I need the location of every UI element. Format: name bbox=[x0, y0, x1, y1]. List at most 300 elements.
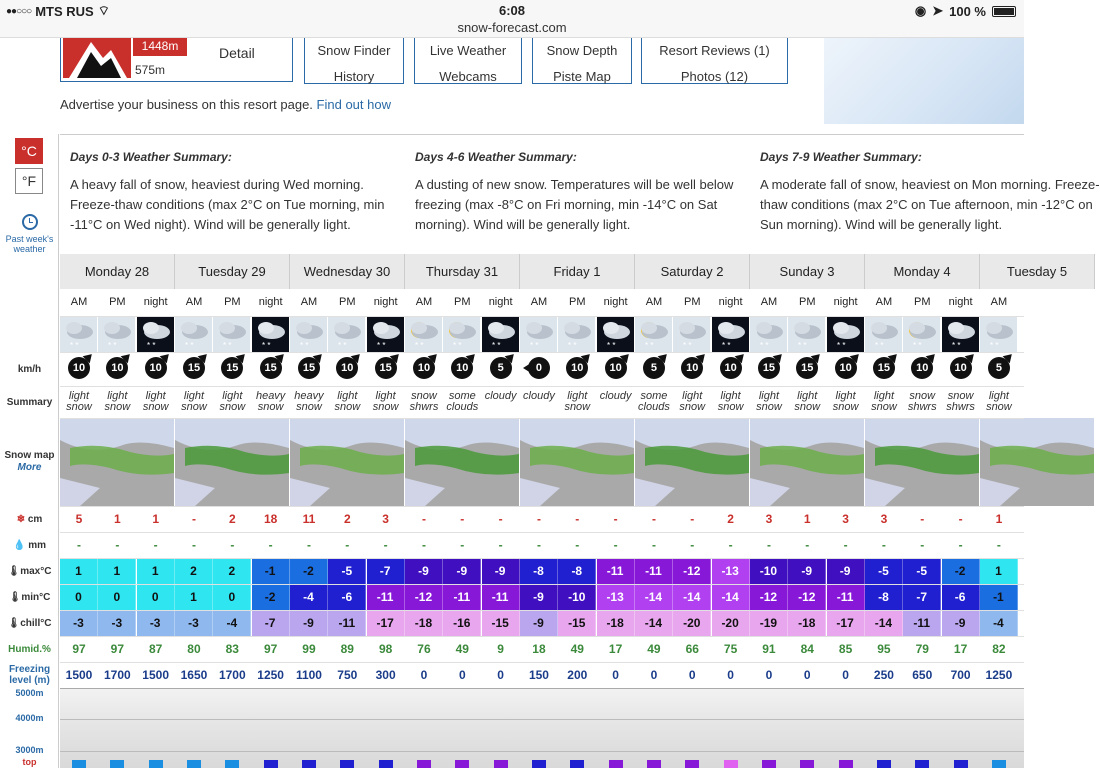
summary-label: Summary bbox=[6, 397, 53, 408]
summary-cell: cloudy bbox=[599, 390, 632, 402]
graph-bar bbox=[724, 760, 738, 768]
clock-icon bbox=[22, 214, 38, 230]
summary-cell: light snow bbox=[717, 390, 744, 413]
min-label-row bbox=[0, 592, 59, 603]
day-header[interactable]: Friday 1 bbox=[520, 254, 635, 289]
snow-finder-link[interactable]: Snow Finder bbox=[317, 43, 391, 58]
svg-text:* *: * * bbox=[338, 341, 347, 350]
graph-bar bbox=[110, 760, 124, 768]
chill-cell: -18 bbox=[405, 610, 443, 636]
graph-bar bbox=[149, 760, 163, 768]
freezing-level-graph bbox=[60, 688, 1024, 768]
weather-icon bbox=[252, 316, 290, 352]
graph-bar bbox=[264, 760, 278, 768]
chill-cell: -15 bbox=[482, 610, 520, 636]
chill-cell: -14 bbox=[635, 610, 673, 636]
wind-cell bbox=[213, 352, 251, 386]
humidity-cell: 49 bbox=[455, 642, 469, 656]
min-temp-cell: -14 bbox=[635, 584, 673, 610]
wind-cell bbox=[252, 352, 290, 386]
weather-icon bbox=[290, 316, 328, 352]
freezing-level-cell: 1500 bbox=[65, 668, 93, 682]
status-bar bbox=[0, 0, 1024, 20]
period-label: PM bbox=[673, 289, 711, 316]
period-label: night bbox=[597, 289, 635, 316]
max-temp-cell: -8 bbox=[520, 558, 558, 584]
wind-cell bbox=[903, 352, 941, 386]
max-temp-cell: 1 bbox=[137, 558, 175, 584]
freezing-level-cell: 0 bbox=[458, 668, 466, 682]
wind-cell bbox=[328, 352, 366, 386]
min-temp-cell: -12 bbox=[750, 584, 788, 610]
snow-finder-history-button[interactable] bbox=[304, 38, 404, 84]
freezing-level-cell: 0 bbox=[842, 668, 849, 682]
chill-cell: -9 bbox=[942, 610, 980, 636]
humidity-cell: 17 bbox=[953, 642, 968, 656]
day-header[interactable]: Thursday 31 bbox=[405, 254, 520, 289]
summary-cell: light snow bbox=[104, 390, 131, 413]
period-label: AM bbox=[405, 289, 443, 316]
freezing-level-cell: 200 bbox=[567, 668, 588, 682]
snow-cell: - bbox=[958, 512, 963, 526]
period-label: night bbox=[482, 289, 520, 316]
detail-link[interactable]: Detail bbox=[219, 45, 255, 61]
summary-cell: light snow bbox=[66, 390, 92, 413]
summary-cell: light snow bbox=[679, 390, 706, 413]
wind-cell bbox=[980, 352, 1018, 386]
graph-gridline bbox=[60, 719, 1024, 720]
summary-title: Days 0-3 Weather Summary: bbox=[70, 150, 232, 164]
humid-label: Humid.% bbox=[8, 644, 51, 655]
humidity-cell: 98 bbox=[378, 642, 393, 656]
snow-cell: - bbox=[498, 512, 503, 526]
rain-cell: - bbox=[460, 538, 465, 552]
wind-arrow-icon: 15 bbox=[796, 357, 818, 379]
find-out-how-link[interactable]: Find out how bbox=[316, 97, 391, 112]
min-temp-cell: 0 bbox=[137, 584, 175, 610]
max-temp-cell: -13 bbox=[712, 558, 750, 584]
summary-cell: light snow bbox=[564, 390, 591, 413]
rain-cell: - bbox=[421, 538, 426, 552]
elevation-bottom: 575m bbox=[135, 63, 166, 77]
clock-time: 6:08 bbox=[498, 3, 526, 18]
humidity-cell: 49 bbox=[647, 642, 661, 656]
min-temp-cell: -13 bbox=[597, 584, 635, 610]
wifi-icon: ⌔ bbox=[97, 3, 110, 18]
humidity-cell: 17 bbox=[608, 642, 623, 656]
day-header[interactable]: Sunday 3 bbox=[750, 254, 865, 289]
wind-arrow-icon: 5 bbox=[988, 357, 1010, 379]
header-decor bbox=[824, 38, 1024, 124]
live-weather-webcams-button[interactable] bbox=[414, 38, 522, 84]
wind-cell bbox=[290, 352, 328, 386]
min-temp-cell: -1 bbox=[980, 584, 1018, 610]
status-right bbox=[915, 3, 1016, 19]
period-label: PM bbox=[903, 289, 941, 316]
humidity-cell: 76 bbox=[417, 642, 431, 656]
svg-text:* *: * * bbox=[299, 341, 309, 350]
graph-bar bbox=[340, 760, 354, 768]
chill-cell: -20 bbox=[712, 610, 750, 636]
weather-icon bbox=[942, 316, 980, 352]
wind-arrow-icon: 15 bbox=[260, 357, 282, 379]
chill-cell: -18 bbox=[788, 610, 826, 636]
min-temp-cell: -2 bbox=[252, 584, 290, 610]
min-label: min°C bbox=[21, 592, 51, 603]
rain-cell: - bbox=[575, 538, 580, 552]
mountain-icon bbox=[63, 38, 131, 78]
wind-cell bbox=[865, 352, 903, 386]
row-divider bbox=[60, 558, 1024, 559]
summary-text: A moderate fall of snow, heaviest on Mon morning. Freeze-thaw conditions (max 2°C on Tue afternoon, min -12°C on Sun morning). Wind will be generally light. bbox=[760, 177, 1100, 232]
freezing-level-cell: 1250 bbox=[985, 668, 1013, 682]
rain-cell: - bbox=[345, 538, 350, 552]
snowflake-icon: ❄ bbox=[16, 514, 28, 525]
max-temp-cell: -9 bbox=[482, 558, 520, 584]
wind-cell bbox=[712, 352, 750, 386]
max-temp-cell: 1 bbox=[60, 558, 98, 584]
max-temp-cell: -10 bbox=[750, 558, 788, 584]
chill-cell: -4 bbox=[980, 610, 1018, 636]
snowmap-label: Snow map bbox=[4, 450, 55, 461]
celsius-button[interactable]: °C bbox=[15, 138, 43, 164]
min-temp-cell: 0 bbox=[213, 584, 251, 610]
weather-icon bbox=[558, 316, 596, 352]
humidity-cell: 91 bbox=[762, 642, 776, 656]
thermometer-icon: 🌡 bbox=[8, 592, 22, 603]
svg-text:* *: * * bbox=[261, 341, 271, 350]
chill-cell: -17 bbox=[367, 610, 405, 636]
svg-text:* *: * * bbox=[184, 341, 194, 350]
graph-bar bbox=[954, 760, 968, 768]
wind-cell bbox=[482, 352, 520, 386]
wind-cell bbox=[827, 352, 865, 386]
snow-cell: 3 bbox=[765, 512, 773, 526]
summary-cell: some clouds bbox=[446, 390, 479, 413]
piste-map-link[interactable]: Piste Map bbox=[553, 69, 611, 84]
freezing-level-cell: 0 bbox=[650, 668, 658, 682]
summary-cell: light snow bbox=[794, 390, 821, 413]
min-temp-cell: 0 bbox=[98, 584, 136, 610]
svg-text:* *: * * bbox=[529, 341, 539, 350]
snow-map-thumbnail[interactable] bbox=[405, 418, 519, 506]
summary-title: Days 7-9 Weather Summary: bbox=[760, 150, 922, 164]
url-bar[interactable]: snow-forecast.com bbox=[0, 20, 1024, 38]
snow-map-thumbnail[interactable] bbox=[750, 418, 864, 506]
max-temp-cell: -2 bbox=[942, 558, 980, 584]
rain-cell: - bbox=[115, 538, 120, 552]
freezing-label: Freezing level (m) bbox=[8, 664, 51, 686]
period-label: AM bbox=[750, 289, 788, 316]
freezing-level-cell: 750 bbox=[337, 668, 358, 682]
min-temp-cell: -12 bbox=[405, 584, 443, 610]
freezing-level-cell: 1250 bbox=[257, 668, 284, 682]
graph-bar bbox=[609, 760, 623, 768]
chill-cell: -7 bbox=[252, 610, 290, 636]
left-column bbox=[0, 134, 59, 768]
row-divider bbox=[60, 386, 1024, 387]
snow-cell: - bbox=[575, 512, 580, 526]
min-temp-cell: -6 bbox=[328, 584, 366, 610]
svg-text:* *: * * bbox=[223, 341, 232, 350]
summary-cell: light snow bbox=[756, 390, 782, 413]
max-temp-cell: -5 bbox=[903, 558, 941, 584]
humidity-cell: 80 bbox=[187, 642, 201, 656]
row-divider bbox=[60, 584, 1024, 585]
rain-cell: - bbox=[996, 538, 1001, 552]
graph-bar bbox=[494, 760, 508, 768]
rain-cell: - bbox=[230, 538, 235, 552]
weather-icon bbox=[673, 316, 711, 352]
period-label: AM bbox=[980, 289, 1018, 316]
humidity-cell: 9 bbox=[497, 642, 504, 656]
min-temp-cell: -10 bbox=[558, 584, 596, 610]
chill-cell: -3 bbox=[137, 610, 175, 636]
snow-map-thumbnail[interactable] bbox=[865, 418, 979, 506]
graph-bar bbox=[417, 760, 431, 768]
max-label: max°C bbox=[20, 566, 52, 577]
graph-bar bbox=[877, 760, 891, 768]
chill-cell: -15 bbox=[558, 610, 596, 636]
snow-cell: 3 bbox=[382, 512, 389, 526]
summary-cell: light snow bbox=[181, 390, 207, 413]
svg-text:* *: * * bbox=[606, 341, 616, 350]
row-divider bbox=[60, 316, 1024, 317]
graph-label-3000: 3000m bbox=[15, 745, 44, 755]
photos-link[interactable]: Photos (12) bbox=[680, 69, 749, 84]
battery-percent: 100 % bbox=[949, 3, 986, 19]
humidity-cell: 97 bbox=[72, 642, 86, 656]
fahrenheit-button[interactable]: °F bbox=[15, 168, 43, 194]
period-label: PM bbox=[558, 289, 596, 316]
thermometer-icon: 🌡 bbox=[7, 618, 21, 629]
snow-cell: 5 bbox=[75, 512, 83, 526]
svg-text:* *: * * bbox=[491, 341, 501, 350]
snow-cell: - bbox=[690, 512, 695, 526]
snow-depth-piste-button[interactable] bbox=[532, 38, 632, 84]
elevation-box[interactable] bbox=[60, 38, 293, 82]
snow-map-thumbnail[interactable] bbox=[980, 418, 1094, 506]
svg-text:* *: * * bbox=[759, 341, 769, 350]
weather-icon bbox=[175, 316, 213, 352]
rain-cell: - bbox=[690, 538, 695, 552]
row-divider bbox=[60, 662, 1024, 663]
max-temp-cell: -9 bbox=[405, 558, 443, 584]
period-label: night bbox=[827, 289, 865, 316]
rain-cell: - bbox=[383, 538, 388, 552]
chill-cell: -20 bbox=[673, 610, 711, 636]
wind-cell bbox=[750, 352, 788, 386]
weather-icon bbox=[213, 316, 251, 352]
rain-label: mm bbox=[28, 540, 47, 551]
summary-days-7-9 bbox=[760, 135, 1100, 235]
wind-arrow-icon: 15 bbox=[375, 357, 397, 379]
summary-title: Days 4-6 Weather Summary: bbox=[415, 150, 577, 164]
wind-arrow-icon: 0 bbox=[528, 357, 550, 379]
wind-cell bbox=[788, 352, 826, 386]
snow-cell: 3 bbox=[880, 512, 888, 526]
graph-label-top: top bbox=[22, 757, 37, 767]
humidity-cell: 97 bbox=[263, 642, 278, 656]
graph-bar bbox=[379, 760, 393, 768]
day-header[interactable]: Saturday 2 bbox=[635, 254, 750, 289]
webcams-link[interactable]: Webcams bbox=[439, 69, 497, 84]
wind-arrow-icon: 10 bbox=[413, 357, 435, 379]
weather-icon bbox=[482, 316, 520, 352]
graph-bar bbox=[570, 760, 584, 768]
freezing-level-cell: 1700 bbox=[218, 668, 246, 682]
min-temp-cell: -7 bbox=[903, 584, 941, 610]
weather-icon bbox=[137, 316, 175, 352]
svg-text:* *: * * bbox=[108, 341, 117, 350]
weather-icon bbox=[98, 316, 136, 352]
snow-cell: - bbox=[536, 512, 541, 526]
weather-icon bbox=[597, 316, 635, 352]
resort-reviews-link[interactable]: Resort Reviews (1) bbox=[659, 43, 770, 58]
max-temp-cell: -9 bbox=[443, 558, 481, 584]
wind-arrow-icon: 10 bbox=[911, 357, 933, 379]
wind-arrow-icon: 5 bbox=[490, 357, 512, 379]
day-header[interactable]: Tuesday 5 bbox=[980, 254, 1095, 289]
wind-cell bbox=[98, 352, 136, 386]
snow-cell: 1 bbox=[803, 512, 811, 526]
rain-cell: - bbox=[153, 538, 158, 552]
summary-cell: snow shwrs bbox=[907, 390, 937, 413]
snow-map-thumbnail[interactable] bbox=[60, 418, 174, 506]
wind-cell bbox=[137, 352, 175, 386]
rain-cell: - bbox=[843, 538, 848, 552]
rain-cell: - bbox=[651, 538, 656, 552]
more-link[interactable]: More bbox=[17, 462, 42, 473]
max-temp-cell: -5 bbox=[328, 558, 366, 584]
max-temp-cell: -7 bbox=[367, 558, 405, 584]
freezing-level-cell: 1500 bbox=[142, 668, 169, 682]
chill-cell: -3 bbox=[60, 610, 98, 636]
summary-cell: light snow bbox=[871, 390, 897, 413]
snow-map-thumbnail[interactable] bbox=[635, 418, 749, 506]
wind-cell bbox=[942, 352, 980, 386]
signal-icon: ●●○○○ bbox=[6, 5, 32, 17]
snow-cell: 1 bbox=[995, 512, 1003, 526]
past-weather-link[interactable] bbox=[0, 214, 59, 254]
battery-icon bbox=[992, 6, 1016, 17]
snow-cell: - bbox=[421, 512, 426, 526]
min-temp-cell: -11 bbox=[827, 584, 865, 610]
weather-icon bbox=[635, 316, 673, 352]
advert-line bbox=[60, 97, 391, 112]
graph-bar bbox=[187, 760, 201, 768]
freezing-level-cell: 250 bbox=[873, 668, 894, 682]
min-temp-cell: -14 bbox=[673, 584, 711, 610]
max-temp-cell: 1 bbox=[980, 558, 1018, 584]
elevation-top: 1448m bbox=[133, 38, 187, 56]
graph-gridline bbox=[60, 751, 1024, 752]
chill-label: chill°C bbox=[20, 618, 52, 629]
min-temp-cell: -11 bbox=[443, 584, 481, 610]
wind-cell bbox=[367, 352, 405, 386]
freezing-level-cell: 650 bbox=[912, 668, 933, 682]
rain-cell: - bbox=[881, 538, 886, 552]
day-header[interactable]: Monday 28 bbox=[60, 254, 175, 289]
wind-cell bbox=[443, 352, 481, 386]
snow-map-thumbnail[interactable] bbox=[520, 418, 634, 506]
weather-icon bbox=[903, 316, 941, 352]
snow-map-thumbnail[interactable] bbox=[290, 418, 404, 506]
wind-arrow-icon: 10 bbox=[106, 357, 128, 379]
rain-cell: - bbox=[805, 538, 810, 552]
svg-text:* *: * * bbox=[644, 341, 654, 350]
history-link[interactable]: History bbox=[333, 69, 375, 84]
svg-text:* *: * * bbox=[414, 341, 424, 350]
location-icon: ➤ bbox=[932, 3, 944, 18]
summary-cell: some clouds bbox=[638, 390, 670, 413]
row-divider bbox=[60, 532, 1024, 533]
row-divider bbox=[60, 418, 1024, 419]
chill-cell: -19 bbox=[750, 610, 788, 636]
humidity-cell: 84 bbox=[800, 642, 814, 656]
summary-cell: light snow bbox=[986, 390, 1012, 413]
max-temp-cell: -9 bbox=[788, 558, 826, 584]
weather-icon bbox=[712, 316, 750, 352]
weather-summary bbox=[60, 134, 1100, 253]
snow-cell: 2 bbox=[343, 512, 351, 526]
graph-bar bbox=[455, 760, 469, 768]
rain-cell: - bbox=[766, 538, 771, 552]
snow-cell: - bbox=[191, 512, 196, 526]
humidity-cell: 18 bbox=[532, 642, 546, 656]
thermometer-icon: 🌡 bbox=[7, 566, 21, 577]
snow-map-thumbnail[interactable] bbox=[175, 418, 289, 506]
weather-icon bbox=[443, 316, 481, 352]
reviews-photos-button[interactable] bbox=[641, 38, 788, 84]
summary-text: A heavy fall of snow, heaviest during Wed morning. Freeze-thaw conditions (max 2°C on Tue morning, min -11°C on Wed night). Wind will be generally light. bbox=[70, 177, 385, 232]
freezing-level-cell: 700 bbox=[950, 668, 971, 682]
freezing-level-cell: 1100 bbox=[295, 668, 322, 682]
wind-arrow-icon: 10 bbox=[145, 357, 167, 379]
freezing-level-cell: 0 bbox=[688, 668, 696, 682]
chill-label-row bbox=[0, 618, 59, 629]
summary-cell: light snow bbox=[219, 390, 246, 413]
rain-cell: - bbox=[728, 538, 733, 552]
wind-arrow-icon: 10 bbox=[68, 357, 90, 379]
snow-depth-link[interactable]: Snow Depth bbox=[546, 43, 618, 58]
raindrop-icon: 💧 bbox=[12, 540, 29, 551]
humidity-cell: 87 bbox=[148, 642, 163, 656]
day-header[interactable]: Wednesday 30 bbox=[290, 254, 405, 289]
graph-bar bbox=[839, 760, 853, 768]
row-divider bbox=[60, 506, 1024, 507]
day-header[interactable]: Tuesday 29 bbox=[175, 254, 290, 289]
graph-label-5000: 5000m bbox=[15, 688, 44, 698]
snow-cell: - bbox=[460, 512, 465, 526]
period-label: PM bbox=[328, 289, 366, 316]
wind-label: km/h bbox=[17, 364, 42, 375]
day-header[interactable]: Monday 4 bbox=[865, 254, 980, 289]
wind-cell bbox=[597, 352, 635, 386]
resort-header bbox=[0, 38, 1024, 124]
chill-cell: -4 bbox=[213, 610, 251, 636]
summary-cell: light snow bbox=[832, 390, 859, 413]
humidity-cell: 97 bbox=[110, 642, 124, 656]
max-temp-cell: -12 bbox=[673, 558, 711, 584]
max-temp-cell: -11 bbox=[597, 558, 635, 584]
rain-cell: - bbox=[920, 538, 925, 552]
snow-cell: - bbox=[651, 512, 656, 526]
wind-arrow-icon: 10 bbox=[681, 357, 703, 379]
live-weather-link[interactable]: Live Weather bbox=[429, 43, 507, 58]
summary-cell: cloudy bbox=[523, 390, 555, 402]
svg-text:* *: * * bbox=[683, 341, 692, 350]
